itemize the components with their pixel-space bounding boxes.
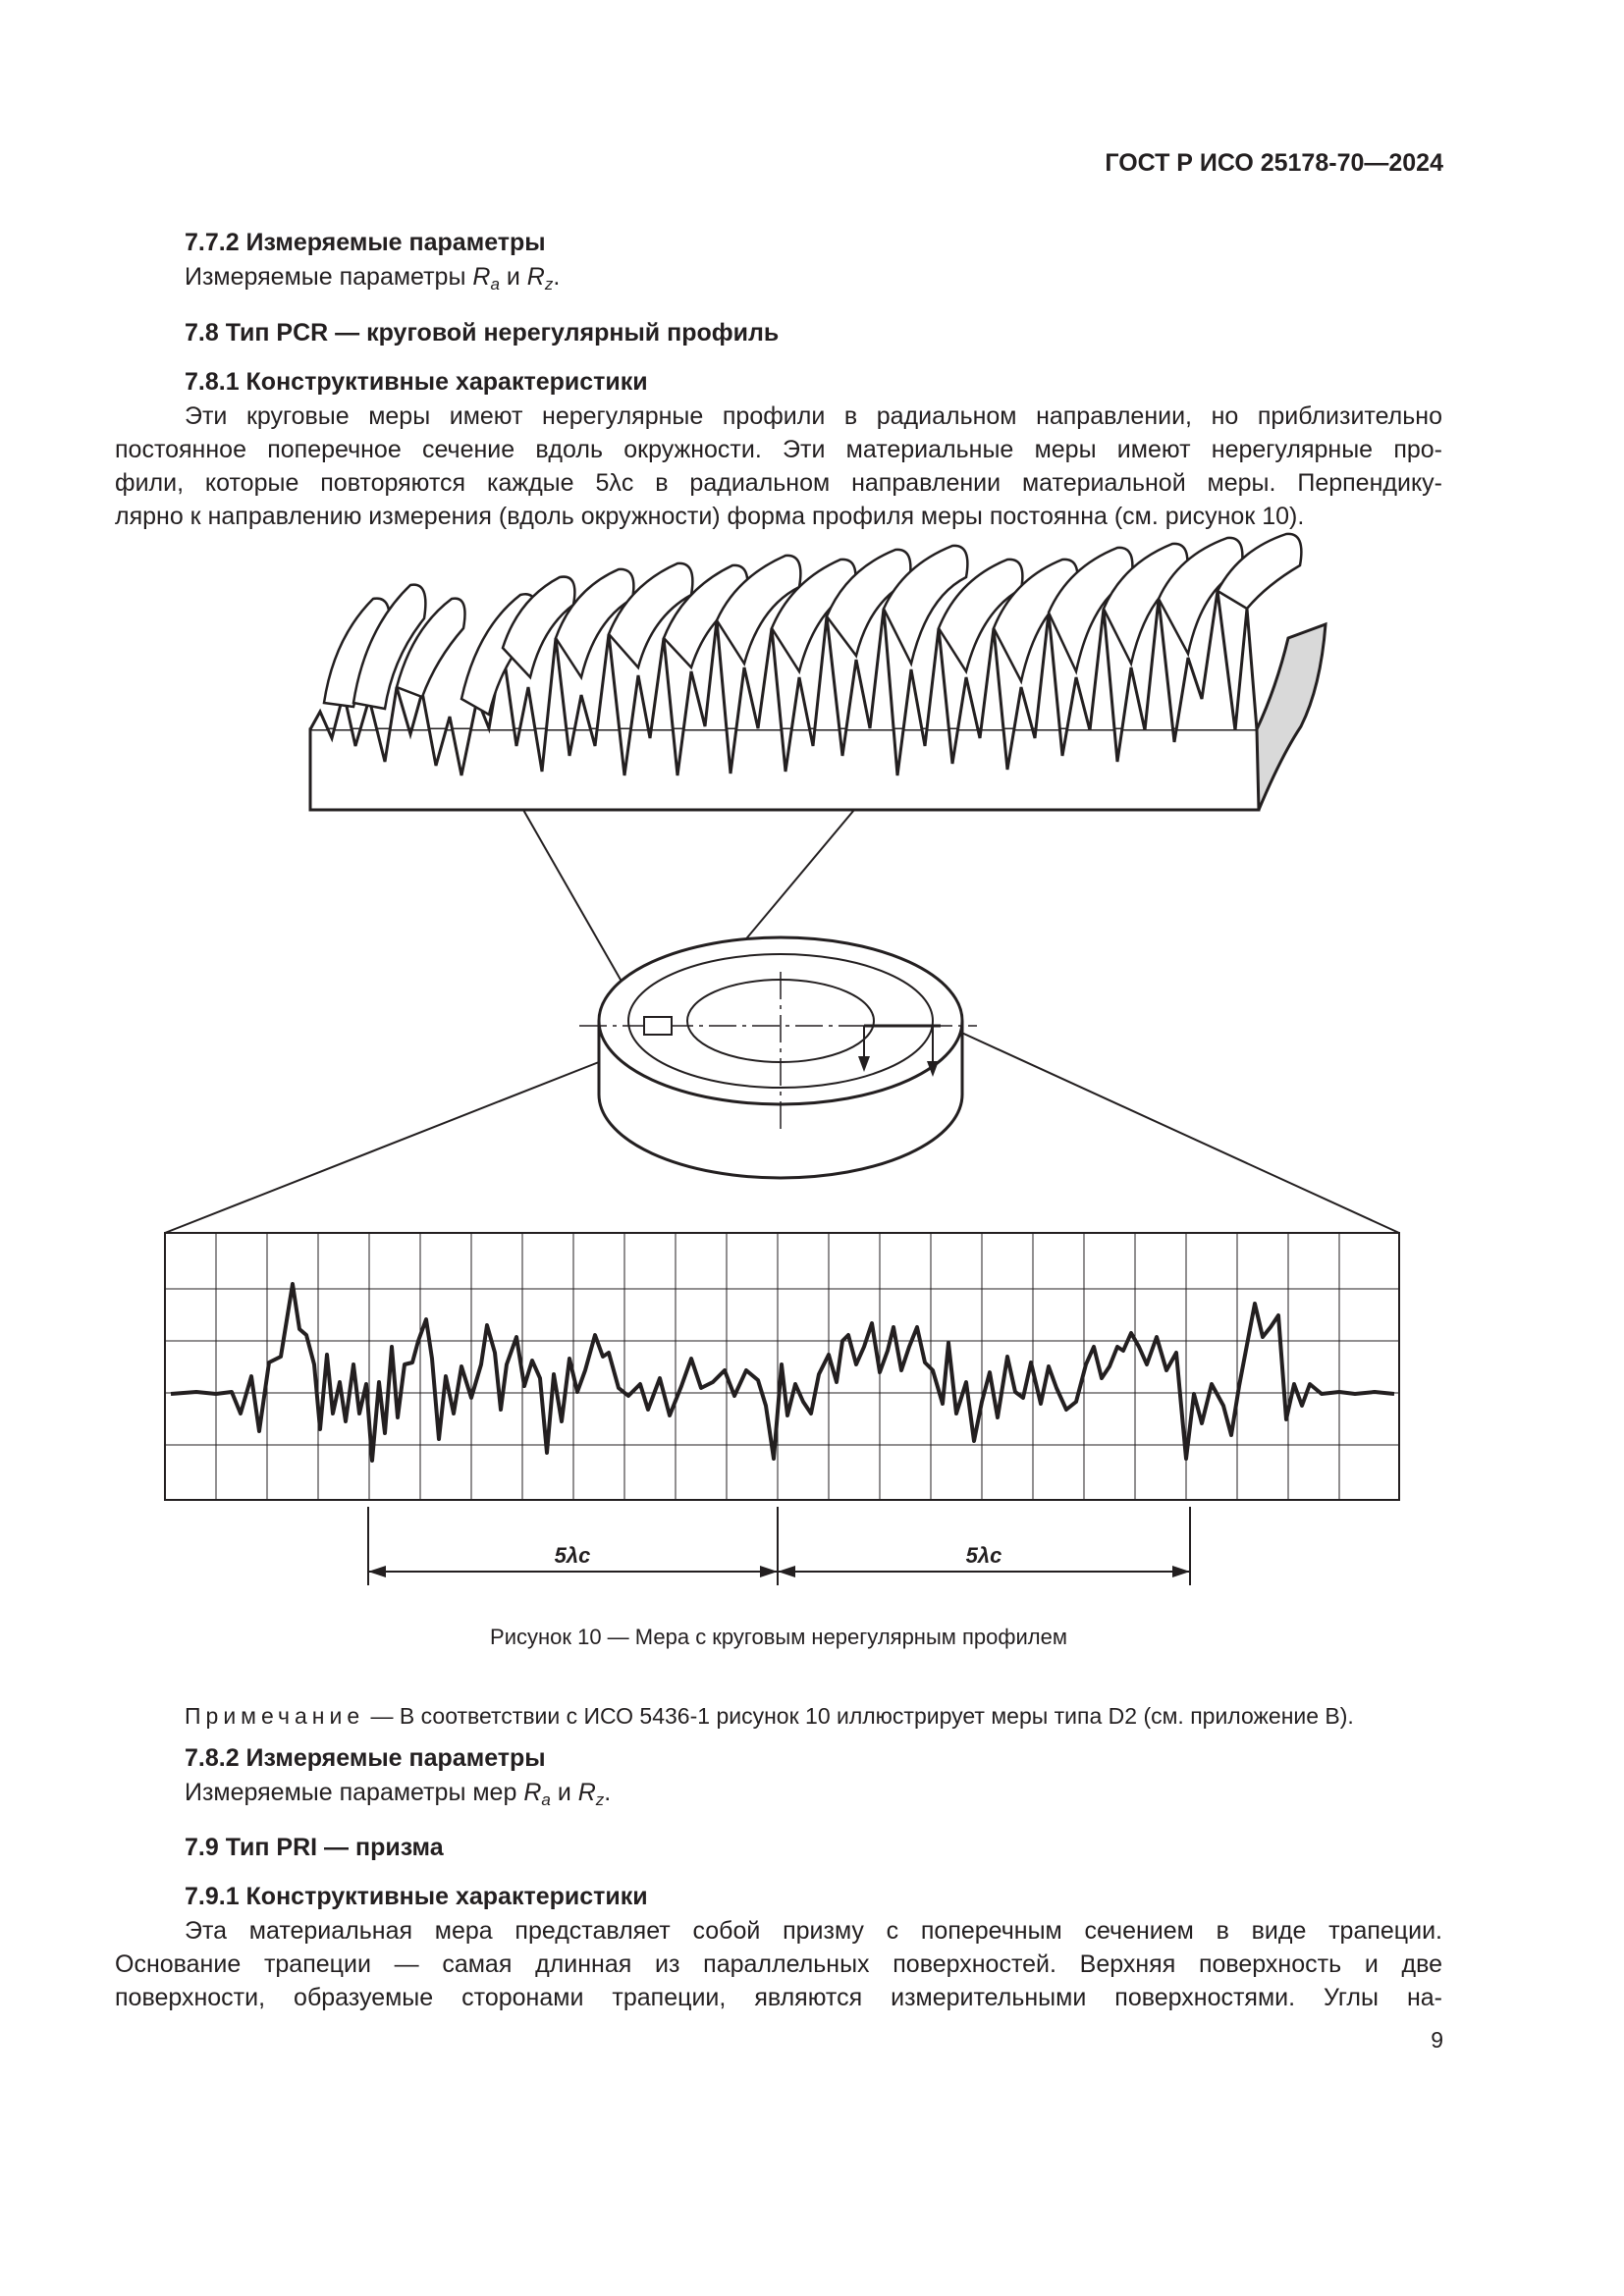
document-header: ГОСТ Р ИСО 25178-70—2024: [1105, 149, 1443, 177]
heading-7-9: 7.9 Тип PRI — призма: [185, 1834, 444, 1861]
ring-specimen: [579, 937, 977, 1178]
heading-7-8-1: 7.8.1 Конструктивные характеристики: [185, 368, 648, 396]
conjunction: и: [557, 1779, 571, 1806]
heading-7-8: 7.8 Тип PCR — круговой нерегулярный профиль: [185, 319, 780, 347]
dimension-lines: [368, 1507, 1190, 1585]
note-label: Примечание: [185, 1703, 365, 1729]
text-line: постоянное поперечное сечение вдоль окружности. Эти материальные меры имеют нерегулярные про-: [115, 436, 1442, 463]
text-line: Эти круговые меры имеют нерегулярные профили в радиальном направлении, но приблизительно: [185, 402, 1442, 430]
paragraph-7-7-2: Измеряемые параметры $R_a$ и $R_z$.: [185, 263, 561, 294]
text-line: поверхности, образуемые сторонами трапеции, являются измерительными поверхностями. Углы на-: [115, 1984, 1442, 2011]
note-dash: —: [370, 1703, 394, 1729]
symbol-rz: $R_z$: [526, 263, 554, 294]
paragraph-7-9-1: [115, 1914, 1442, 2014]
note-text: В соответствии с ИСО 5436-1 рисунок 10 иллюстрирует меры типа D2 (см. приложение В).: [399, 1703, 1354, 1729]
figure-caption: Рисунок 10 — Мера с круговым нерегулярным профилем: [490, 1625, 1067, 1649]
profile-block-3d: [310, 534, 1326, 810]
paragraph-7-8-2: Измеряемые параметры мер $R_a$ и $R_z$.: [185, 1779, 612, 1809]
note: [185, 1703, 1354, 1730]
text-line: фили, которые повторяются каждые 5λc в радиальном направлении материальной меры. Перпендику-: [115, 469, 1442, 497]
profile-graph: [165, 1233, 1399, 1500]
conjunction: и: [506, 263, 520, 291]
block-side-face: [1257, 624, 1326, 810]
text-prefix: Измеряемые параметры мер: [185, 1779, 517, 1806]
symbol-ra: $R_a$: [523, 1779, 551, 1809]
text-line: Основание трапеции — самая длинная из параллельных поверхностей. Верхняя поверхность и две: [115, 1950, 1442, 1978]
section-marker: [644, 1017, 672, 1035]
dimension-label-1: 5λc: [554, 1543, 591, 1568]
text-line: Эта материальная мера представляет собой призму с поперечным сечением в виде трапеции.: [185, 1917, 1442, 1945]
page-number: 9: [1431, 2027, 1443, 2053]
heading-7-8-2: 7.8.2 Измеряемые параметры: [185, 1744, 546, 1772]
symbol-rz: $R_z$: [577, 1779, 605, 1809]
text-line: лярно к направлению измерения (вдоль окружности) форма профиля меры постоянна (см. рисунок 10).: [115, 503, 1305, 530]
symbol-ra: $R_a$: [472, 263, 500, 294]
dimension-label-2: 5λc: [965, 1543, 1002, 1568]
text-prefix: Измеряемые параметры: [185, 263, 466, 291]
heading-7-7-2: 7.7.2 Измеряемые параметры: [185, 229, 546, 256]
heading-7-9-1: 7.9.1 Конструктивные характеристики: [185, 1883, 648, 1910]
